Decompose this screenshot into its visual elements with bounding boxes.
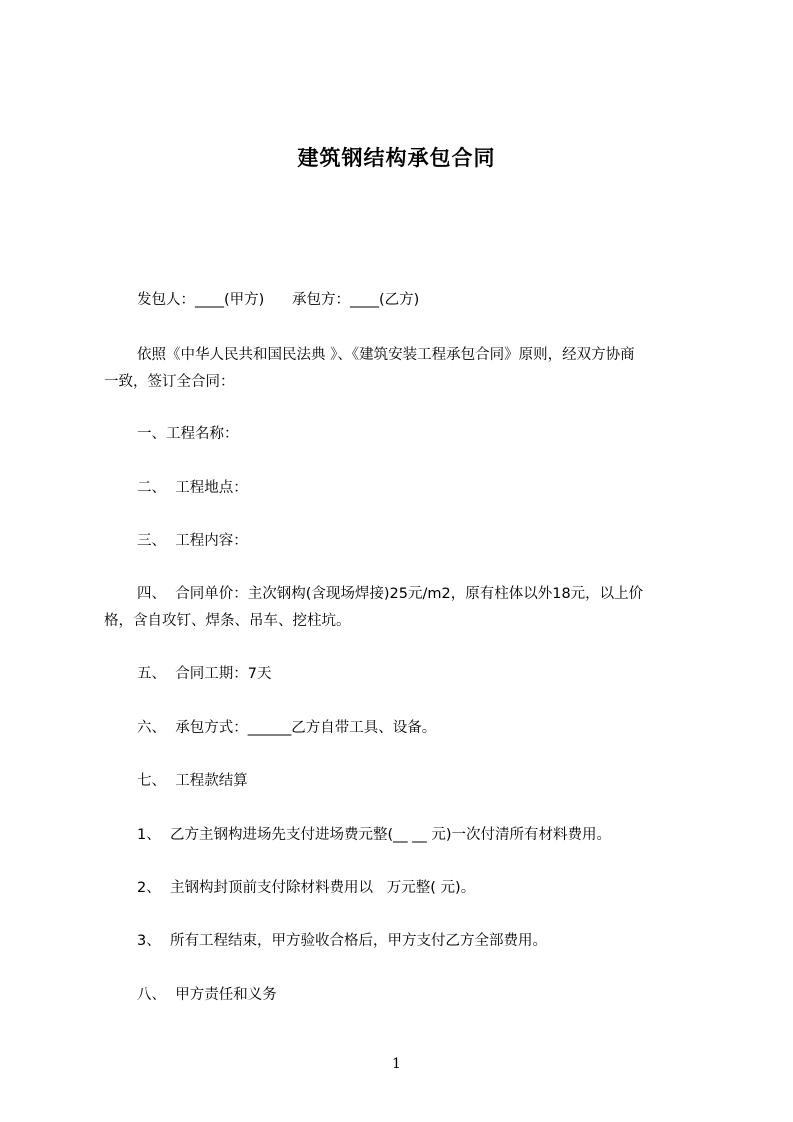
page-title: 建筑钢结构承包合同: [297, 146, 496, 170]
parties-line: 发包人：____(甲方) 承包方：____(乙方): [137, 292, 420, 308]
settlement-clause-2: 2、 主钢构封顶前支付除材料费用以 万元整( 元)。: [137, 880, 476, 896]
intro-paragraph-line-1: 依照《中华人民共和国民法典 》、《建筑安装工程承包合同》原则，经双方协商: [137, 347, 635, 363]
section-project-content: 三、 工程内容：: [137, 533, 248, 549]
section-project-name: 一、工程名称：: [137, 426, 239, 442]
intro-paragraph-line-2: 一致，签订全合同：: [104, 374, 235, 390]
section-unit-price-line-1: 四、 合同单价：主次钢构(含现场焊接)25元/m2，原有柱体以外18元，以上价: [137, 586, 644, 602]
section-contract-period: 五、 合同工期：7天: [137, 666, 272, 682]
section-settlement: 七、 工程款结算: [137, 773, 248, 789]
settlement-clause-1: 1、 乙方主钢构进场先支付进场费元整(__ __ 元)一次付清所有材料费用。: [137, 827, 611, 843]
section-project-location: 二、 工程地点：: [137, 480, 248, 496]
section-unit-price-line-2: 格，含自攻钉、焊条、吊车、挖柱坑。: [104, 613, 351, 629]
page-number: 1: [392, 1056, 401, 1072]
section-party-a-duties: 八、 甲方责任和义务: [137, 987, 277, 1003]
section-contract-mode: 六、 承包方式：______乙方自带工具、设备。: [137, 720, 437, 736]
settlement-clause-3: 3、 所有工程结束，甲方验收合格后，甲方支付乙方全部费用。: [137, 933, 547, 949]
